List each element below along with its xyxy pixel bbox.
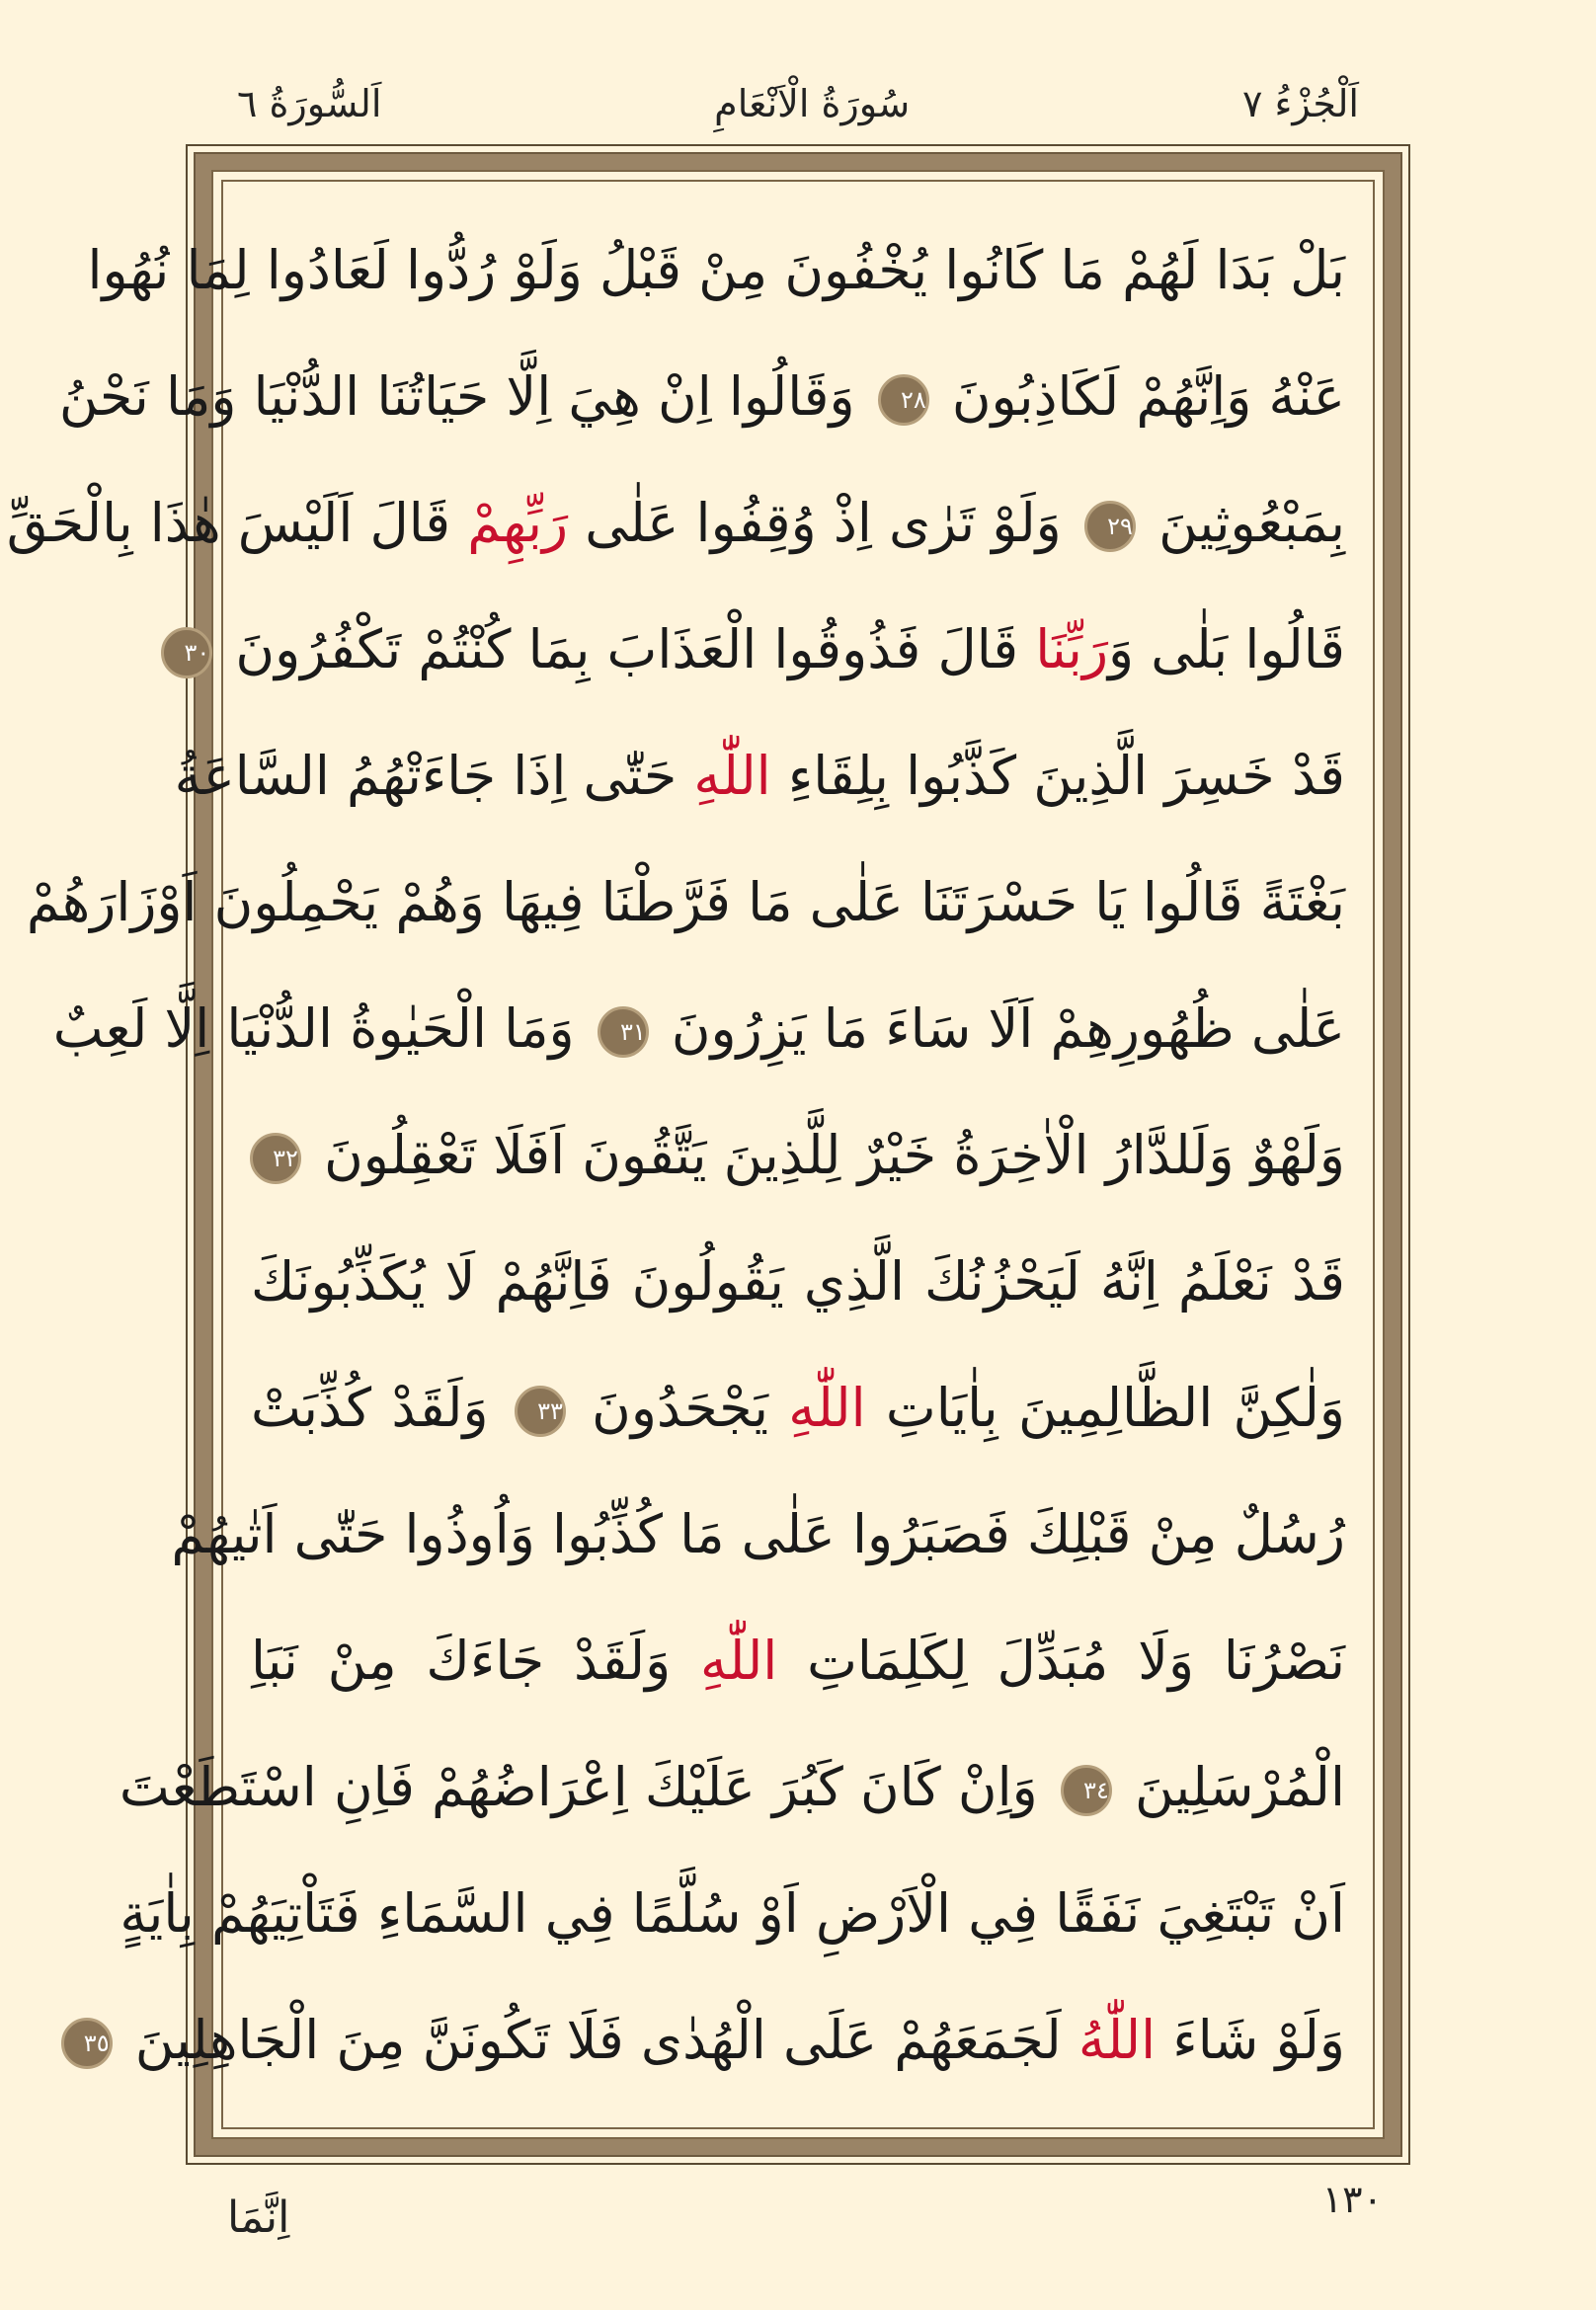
surah-title: سُورَةُ الْاَنْعَامِ [714, 82, 911, 125]
ayah-marker: ٣٤ [1061, 1765, 1112, 1816]
text-line [83, 1977, 1359, 2104]
ayah-marker: ٢٩ [1084, 501, 1136, 552]
verse-text: وَلٰكِنَّ الظَّالِمِينَ بِاٰيَاتِ [865, 1377, 1345, 1439]
verse-text: بِمَبْعُوثِينَ [1141, 492, 1345, 554]
text-line [87, 207, 1359, 334]
ayah-marker: ٣٠ [161, 627, 212, 678]
text-line [237, 1598, 1359, 1724]
verse-text: وَقَالُوا اِنْ هِيَ اِلَّا حَيَاتُنَا الدُّنْيَا وَمَا نَحْنُ [58, 365, 872, 428]
text-line [171, 1472, 1359, 1598]
ayah-marker: ٣٥ [61, 2018, 113, 2069]
verse-text: بَلْ بَدَا لَهُمْ مَا كَانُوا يُخْفُونَ مِنْ قَبْلُ وَلَوْ رُدُّوا لَعَادُوا لِمَا نُهُوا [87, 239, 1345, 301]
ayah-marker: ٣٢ [250, 1133, 301, 1184]
verse-text: عَلٰى ظُهُورِهِمْ اَلَا سَاءَ مَا يَزِرُونَ [654, 997, 1345, 1060]
page-number: ١٣٠ [1321, 2178, 1383, 2221]
highlighted-word: رَبِّهِمْ [467, 492, 569, 554]
highlighted-word: اللّٰهِ [699, 1630, 778, 1692]
text-line [237, 1345, 1359, 1472]
text-line [237, 1092, 1359, 1219]
quran-text-area [6, 207, 1359, 2104]
juz-label: اَلْجُزْءُ ٧ [1241, 82, 1359, 125]
surah-number-label: اَلسُّورَةُ ٦ [237, 82, 382, 125]
highlighted-word: اللّٰهِ [693, 745, 771, 807]
verse-text: قَدْ خَسِرَ الَّذِينَ كَذَّبُوا بِلِقَاءِ [770, 745, 1345, 807]
verse-text: وَلَقَدْ كُذِّبَتْ [251, 1377, 509, 1439]
verse-text: رُسُلٌ مِنْ قَبْلِكَ فَصَبَرُوا عَلٰى مَا كُذِّبُوا وَاُوذُوا حَتّٰى اَتٰيهُمْ [171, 1503, 1345, 1565]
text-line [26, 839, 1359, 966]
verse-text: عَنْهُ وَاِنَّهُمْ لَكَاذِبُونَ [934, 365, 1345, 428]
ayah-marker: ٣٣ [515, 1386, 566, 1437]
verse-text: وَلَهْوٌ وَلَلدَّارُ الْاٰخِرَةُ خَيْرٌ لِلَّذِينَ يَتَّقُونَ اَفَلَا تَعْقِلُونَ [306, 1124, 1345, 1186]
verse-text: حَتّٰى اِذَا جَاءَتْهُمُ السَّاعَةُ [174, 745, 694, 807]
verse-text: قَالَ فَذُوقُوا الْعَذَابَ بِمَا كُنْتُمْ تَكْفُرُونَ [218, 618, 1036, 680]
text-line [174, 713, 1359, 839]
verse-text: وَلَقَدْ جَاءَكَ مِنْ نَبَاِ [251, 1630, 700, 1692]
text-line [184, 587, 1359, 713]
verse-text: يَجْحَدُونَ [571, 1377, 789, 1439]
verse-text: قَالُوا بَلٰى وَ [1108, 618, 1345, 680]
text-line [52, 966, 1359, 1092]
text-line [120, 1851, 1359, 1977]
verse-text: نَصْرُنَا وَلَا مُبَدِّلَ لِكَلِمَاتِ [777, 1630, 1345, 1692]
verse-text: وَلَوْ شَاءَ [1156, 2009, 1345, 2071]
highlighted-word: رَبِّنَا [1035, 618, 1109, 680]
verse-text: قَدْ نَعْلَمُ اِنَّهُ لَيَحْزُنُكَ الَّذِي يَقُولُونَ فَاِنَّهُمْ لَا يُكَذِّبُونَكَ [251, 1250, 1345, 1313]
text-line [6, 460, 1359, 587]
highlighted-word: اللّٰهُ [1077, 2009, 1157, 2071]
highlighted-word: اللّٰهِ [788, 1377, 866, 1439]
verse-text: قَالَ اَلَيْسَ هٰذَا بِالْحَقِّ [6, 492, 468, 554]
text-line [119, 1724, 1359, 1851]
page-header [237, 69, 1359, 138]
ayah-marker: ٢٨ [878, 374, 929, 426]
verse-text: الْمُرْسَلِينَ [1117, 1756, 1345, 1818]
verse-text: بَغْتَةً قَالُوا يَا حَسْرَتَنَا عَلٰى مَا فَرَّطْنَا فِيهَا وَهُمْ يَحْمِلُونَ اَوْزَارَهُمْ [26, 871, 1345, 933]
text-line [58, 334, 1359, 460]
verse-text: اَنْ تَبْتَغِيَ نَفَقًا فِي الْاَرْضِ اَوْ سُلَّمًا فِي السَّمَاءِ فَتَاْتِيَهُمْ بِاٰيَةٍ [120, 1882, 1345, 1945]
verse-text: لَجَمَعَهُمْ عَلَى الْهُدٰى فَلَا تَكُونَنَّ مِنَ الْجَاهِلِينَ [118, 2009, 1078, 2071]
ayah-marker: ٣١ [598, 1006, 649, 1058]
verse-text: وَاِنْ كَانَ كَبُرَ عَلَيْكَ اِعْرَاضُهُمْ فَاِنِ اسْتَطَعْتَ [119, 1756, 1055, 1818]
catchword: اِنَّمَا [227, 2192, 290, 2243]
verse-text: وَلَوْ تَرٰى اِذْ وُقِفُوا عَلٰى [568, 492, 1078, 554]
verse-text: وَمَا الْحَيٰوةُ الدُّنْيَا اِلَّا لَعِبٌ [52, 997, 592, 1060]
text-line [237, 1219, 1359, 1345]
